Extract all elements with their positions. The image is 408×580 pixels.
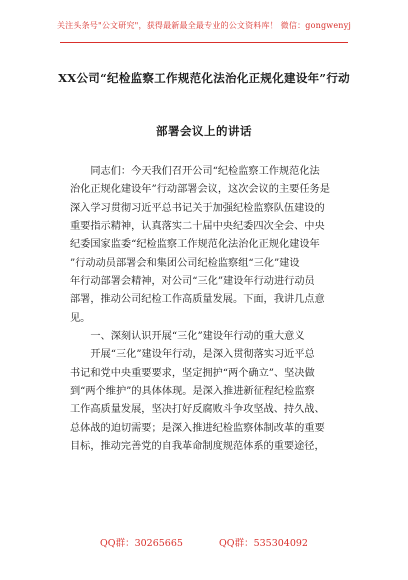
document-body (70, 163, 340, 457)
body-line: 年行动部署会精神，对公司“三化”建设年行动进行动员 (70, 276, 315, 288)
body-line: 见。 (70, 312, 91, 324)
section-heading: 一、深刻认识开展“三化”建设年行动的重大意义 (70, 331, 305, 343)
document-subtitle: 部署会议上的讲话 (156, 124, 252, 138)
footer-contacts (0, 535, 408, 549)
body-line: 同志们：今天我们召开公司“纪检监察工作规范化法 (70, 166, 320, 177)
body-line: 目标，推动完善党的自我革命制度规范体系的重要途径， (70, 441, 325, 453)
body-line: 治化正规化建设年”行动部署会议，这次会议的主要任务是 (70, 184, 330, 196)
body-line: 总体战的迫切需要；是深入推进纪检监察体制改革的重要 (70, 422, 325, 434)
footer-qq-group-2: QQ群：535304092 (219, 538, 308, 549)
body-line: 纪委国家监委“纪检监察工作规范化法治化正规化建设年 (70, 239, 320, 251)
document-title: XX公司“纪检监察工作规范化法治化正规化建设年”行动 (58, 71, 350, 85)
body-line: ”行动动员部署会和集团公司纪检监察组“三化”建设 (70, 257, 300, 269)
body-line: 开展“三化”建设年行动，是深入贯彻落实习近平总 (70, 349, 315, 361)
header-divider (60, 42, 348, 43)
body-line: 工作高质量发展，坚决打好反腐败斗争攻坚战、持久战、 (70, 404, 325, 416)
header-promo-note: 关注头条号"公文研究"，获得最新最全最专业的公文资料库！ 微信：gongwenyj (56, 21, 352, 30)
body-line: 重要指示精神，认真落实二十届中央纪委四次全会、中央 (70, 221, 325, 233)
body-line: 部署，推动公司纪检工作高质量发展。下面，我讲几点意 (70, 294, 325, 306)
body-line: 深入学习贯彻习近平总书记关于加强纪检监察队伍建设的 (70, 202, 325, 214)
body-line: 书记和党中央重要要求，坚定拥护“两个确立”、坚决做 (70, 367, 315, 379)
footer-qq-group-1: QQ群：30265665 (100, 538, 183, 549)
body-line: 到“两个维护”的具体体现。是深入推进新征程纪检监察 (70, 386, 315, 398)
